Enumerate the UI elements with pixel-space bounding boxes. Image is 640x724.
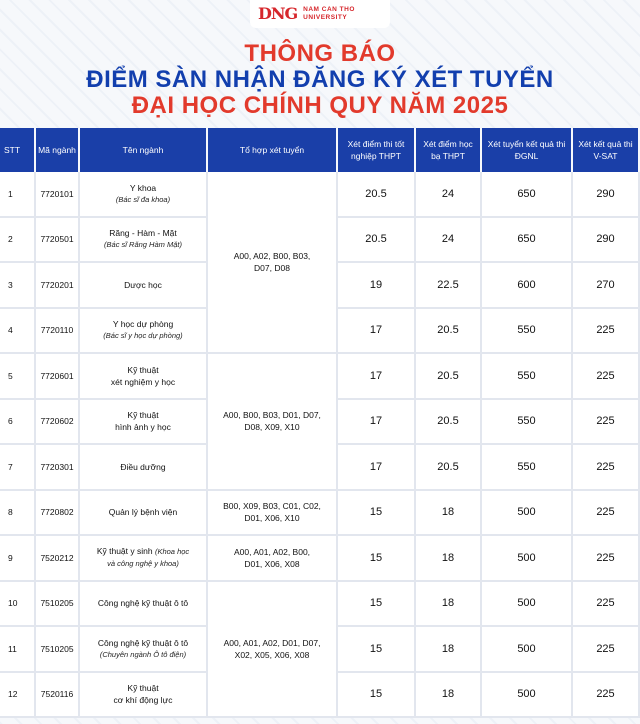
cell-thpt: 17 bbox=[338, 309, 416, 355]
cell-thpt: 20.5 bbox=[338, 218, 416, 264]
title-line-3: ĐẠI HỌC CHÍNH QUY NĂM 2025 bbox=[131, 92, 509, 119]
cell-code: 7720601 bbox=[36, 354, 80, 400]
table-row bbox=[0, 582, 640, 628]
cell-stt: 1 bbox=[0, 172, 36, 218]
cell-hocba: 18 bbox=[416, 673, 482, 719]
cell-hocba: 18 bbox=[416, 627, 482, 673]
table-row bbox=[0, 491, 640, 537]
cell-hocba: 22.5 bbox=[416, 263, 482, 309]
cell-hocba: 24 bbox=[416, 218, 482, 264]
cell-vsat: 225 bbox=[573, 491, 640, 537]
cell-hocba: 20.5 bbox=[416, 309, 482, 355]
program-name: Kỹ thuật y sinh bbox=[96, 546, 153, 557]
cell-code: 7510205 bbox=[36, 582, 80, 628]
cell-hocba: 20.5 bbox=[416, 400, 482, 446]
cell-hocba: 20.5 bbox=[416, 354, 482, 400]
cell-thpt: 15 bbox=[338, 673, 416, 719]
cell-code: 7520116 bbox=[36, 673, 80, 719]
program-name-line2: hình ảnh y học bbox=[115, 422, 171, 433]
cell-code: 7720301 bbox=[36, 445, 80, 491]
cell-combo-group-5 bbox=[208, 582, 338, 719]
cell-vsat: 290 bbox=[573, 218, 640, 264]
cell-vsat: 290 bbox=[573, 172, 640, 218]
program-subtitle: (Bác sĩ Răng Hàm Mặt) bbox=[104, 240, 182, 250]
header-thpt: Xét điểm thi tốt nghiệp THPT bbox=[338, 128, 416, 172]
program-name: Kỹ thuật bbox=[127, 410, 159, 421]
combo-line: A00, A01, A02, B00, bbox=[233, 546, 311, 557]
score-table-wrapper bbox=[0, 128, 640, 718]
cell-thpt: 15 bbox=[338, 491, 416, 537]
cell-code: 7720501 bbox=[36, 218, 80, 264]
cell-thpt: 15 bbox=[338, 582, 416, 628]
cell-name bbox=[80, 627, 208, 673]
cell-thpt: 15 bbox=[338, 536, 416, 582]
header-hocba: Xét điểm học bạ THPT bbox=[416, 128, 482, 172]
cell-combo-group-2 bbox=[208, 354, 338, 491]
cell-dgnl: 550 bbox=[482, 445, 573, 491]
cell-code: 7720101 bbox=[36, 172, 80, 218]
cell-stt: 4 bbox=[0, 309, 36, 355]
program-name: Y học dự phòng bbox=[112, 319, 174, 330]
cell-combo-group-4 bbox=[208, 536, 338, 582]
cell-code: 7510205 bbox=[36, 627, 80, 673]
logo-mark: DNG bbox=[258, 4, 298, 23]
cell-dgnl: 500 bbox=[482, 491, 573, 537]
combo-line: B00, X09, B03, C01, C02, bbox=[223, 501, 321, 512]
program-subtitle: (Bác sĩ đa khoa) bbox=[115, 194, 171, 204]
combo-line: D08, X09, X10 bbox=[244, 422, 300, 433]
cell-hocba: 20.5 bbox=[416, 445, 482, 491]
cell-stt: 12 bbox=[0, 673, 36, 719]
logo-name bbox=[303, 6, 355, 22]
cell-name bbox=[80, 491, 208, 537]
cell-code: 7720802 bbox=[36, 491, 80, 537]
cell-code: 7720602 bbox=[36, 400, 80, 446]
program-name: Kỹ thuật bbox=[127, 364, 159, 375]
cell-stt: 6 bbox=[0, 400, 36, 446]
cell-dgnl: 500 bbox=[482, 582, 573, 628]
table-row bbox=[0, 172, 640, 218]
cell-thpt: 17 bbox=[338, 400, 416, 446]
cell-combo-group-1 bbox=[208, 172, 338, 354]
title-line-1: THÔNG BÁO bbox=[244, 40, 396, 67]
cell-vsat: 270 bbox=[573, 263, 640, 309]
program-name-line2: cơ khí động lực bbox=[113, 695, 173, 706]
program-name-line2: xét nghiệm y học bbox=[110, 376, 176, 387]
program-name: Dược học bbox=[124, 279, 162, 290]
cell-stt: 5 bbox=[0, 354, 36, 400]
cell-combo-group-3 bbox=[208, 491, 338, 537]
combo-line: D01, X06, X10 bbox=[244, 513, 300, 524]
header-stt: STT bbox=[0, 128, 36, 172]
cell-stt: 7 bbox=[0, 445, 36, 491]
cell-vsat: 225 bbox=[573, 445, 640, 491]
cell-vsat: 225 bbox=[573, 536, 640, 582]
cell-code: 7720201 bbox=[36, 263, 80, 309]
program-name: Công nghệ kỹ thuật ô tô bbox=[97, 598, 189, 609]
combo-line: D07, D08 bbox=[254, 263, 290, 273]
cell-dgnl: 650 bbox=[482, 172, 573, 218]
combo-line: A00, A02, B00, B03, bbox=[233, 251, 311, 261]
header-vsat: Xét kết quả thi V-SAT bbox=[573, 128, 640, 172]
program-name: Điều dưỡng bbox=[120, 461, 166, 472]
combo-line: A00, A01, A02, D01, D07, bbox=[223, 637, 321, 648]
cell-vsat: 225 bbox=[573, 627, 640, 673]
combo-line: D01, X06, X08 bbox=[244, 558, 300, 569]
cell-name bbox=[80, 354, 208, 400]
cell-dgnl: 500 bbox=[482, 627, 573, 673]
program-name: Công nghệ kỹ thuật ô tô bbox=[97, 637, 189, 648]
table-row bbox=[0, 536, 640, 582]
program-subtitle: (Bác sĩ y học dự phòng) bbox=[103, 331, 183, 341]
cell-name bbox=[80, 263, 208, 309]
cell-name bbox=[80, 536, 208, 582]
cell-stt: 2 bbox=[0, 218, 36, 264]
cell-vsat: 225 bbox=[573, 309, 640, 355]
cell-name bbox=[80, 218, 208, 264]
cell-code: 7720110 bbox=[36, 309, 80, 355]
logo-name-line1: NAM CAN THO bbox=[303, 6, 355, 13]
cell-dgnl: 500 bbox=[482, 673, 573, 719]
cell-dgnl: 550 bbox=[482, 309, 573, 355]
cell-name bbox=[80, 445, 208, 491]
cell-vsat: 225 bbox=[573, 582, 640, 628]
program-name: Y khoa bbox=[129, 182, 157, 193]
header-combo: Tổ hợp xét tuyển bbox=[208, 128, 338, 172]
program-subtitle: (Chuyên ngành Ô tô điện) bbox=[99, 649, 187, 659]
cell-dgnl: 650 bbox=[482, 218, 573, 264]
cell-vsat: 225 bbox=[573, 354, 640, 400]
cell-stt: 10 bbox=[0, 582, 36, 628]
cell-vsat: 225 bbox=[573, 400, 640, 446]
program-name: Kỹ thuật bbox=[127, 683, 159, 694]
header-code: Mã ngành bbox=[36, 128, 80, 172]
cell-hocba: 24 bbox=[416, 172, 482, 218]
cell-thpt: 17 bbox=[338, 354, 416, 400]
table-header-row bbox=[0, 128, 640, 172]
cell-dgnl: 550 bbox=[482, 400, 573, 446]
program-name: Quản lý bệnh viện bbox=[108, 507, 178, 518]
cell-name bbox=[80, 582, 208, 628]
cell-thpt: 17 bbox=[338, 445, 416, 491]
header-name: Tên ngành bbox=[80, 128, 208, 172]
program-subtitle: (Khoa học bbox=[154, 547, 190, 557]
cell-code: 7520212 bbox=[36, 536, 80, 582]
title-line-2: ĐIỂM SÀN NHẬN ĐĂNG KÝ XÉT TUYỂN bbox=[86, 66, 554, 93]
cell-stt: 11 bbox=[0, 627, 36, 673]
cell-hocba: 18 bbox=[416, 582, 482, 628]
cell-dgnl: 500 bbox=[482, 536, 573, 582]
table-row bbox=[0, 354, 640, 400]
cell-vsat: 225 bbox=[573, 673, 640, 719]
combo-line: X02, X05, X06, X08 bbox=[234, 649, 310, 660]
cell-thpt: 19 bbox=[338, 263, 416, 309]
cell-dgnl: 600 bbox=[482, 263, 573, 309]
cell-thpt: 20.5 bbox=[338, 172, 416, 218]
cell-stt: 3 bbox=[0, 263, 36, 309]
logo-name-line2: UNIVERSITY bbox=[303, 14, 348, 21]
cell-hocba: 18 bbox=[416, 536, 482, 582]
program-subtitle-line2: và công nghệ y khoa) bbox=[107, 559, 179, 569]
cell-stt: 9 bbox=[0, 536, 36, 582]
cell-stt: 8 bbox=[0, 491, 36, 537]
cell-name bbox=[80, 673, 208, 719]
cell-name bbox=[80, 309, 208, 355]
combo-line: A00, B00, B03, D01, D07, bbox=[223, 410, 321, 421]
header-dgnl: Xét tuyển kết quả thi ĐGNL bbox=[482, 128, 573, 172]
cell-hocba: 18 bbox=[416, 491, 482, 537]
program-name: Răng - Hàm - Mặt bbox=[109, 228, 177, 239]
cell-name bbox=[80, 172, 208, 218]
cell-dgnl: 550 bbox=[482, 354, 573, 400]
cell-thpt: 15 bbox=[338, 627, 416, 673]
university-logo bbox=[250, 0, 390, 28]
cell-name bbox=[80, 400, 208, 446]
score-table bbox=[0, 128, 640, 718]
